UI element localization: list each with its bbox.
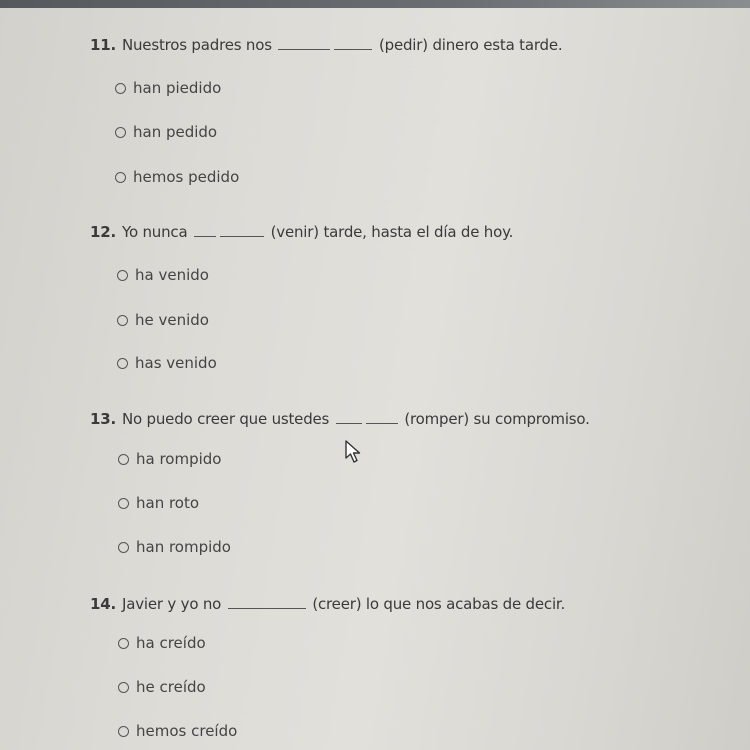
question-13-prompt bbox=[90, 410, 590, 428]
question-12-prompt bbox=[90, 223, 513, 241]
question-12-blank-2 bbox=[220, 224, 264, 237]
question-13-text-after: (romper) su compromiso. bbox=[404, 410, 590, 428]
radio-button-icon[interactable] bbox=[115, 127, 126, 138]
question-14-blank bbox=[228, 596, 306, 609]
question-12-blank-1 bbox=[194, 224, 216, 237]
radio-button-icon[interactable] bbox=[115, 83, 126, 94]
question-14-prompt bbox=[90, 595, 565, 613]
question-12-number: 12. bbox=[90, 223, 116, 241]
mouse-pointer-icon bbox=[345, 440, 363, 468]
radio-button-icon[interactable] bbox=[118, 726, 129, 737]
option-label: han roto bbox=[136, 494, 200, 512]
question-11-prompt bbox=[90, 36, 562, 54]
question-12-option-3[interactable] bbox=[117, 354, 217, 372]
question-11-option-3[interactable] bbox=[115, 168, 239, 186]
question-11-blank-2 bbox=[334, 37, 372, 50]
option-label: hemos pedido bbox=[133, 168, 240, 186]
option-label: han piedido bbox=[133, 79, 222, 97]
question-13-blank-2 bbox=[366, 411, 398, 424]
question-13-blank-1 bbox=[336, 411, 362, 424]
question-12-text-after: (venir) tarde, hasta el día de hoy. bbox=[270, 223, 514, 241]
question-11-option-1[interactable] bbox=[115, 79, 221, 97]
radio-button-icon[interactable] bbox=[117, 270, 128, 281]
option-label: han rompido bbox=[136, 538, 231, 556]
question-11-text-after: (pedir) dinero esta tarde. bbox=[378, 36, 563, 54]
question-14-text-before: Javier y yo no bbox=[121, 595, 222, 613]
question-13-text-before: No puedo creer que ustedes bbox=[121, 410, 330, 428]
question-14-option-1[interactable] bbox=[118, 634, 206, 652]
question-12-option-1[interactable] bbox=[117, 266, 209, 284]
option-label: he creído bbox=[136, 678, 206, 696]
question-11-text-before: Nuestros padres nos bbox=[121, 36, 272, 54]
radio-button-icon[interactable] bbox=[118, 682, 129, 693]
question-14-option-3[interactable] bbox=[118, 722, 237, 740]
radio-button-icon[interactable] bbox=[117, 315, 128, 326]
question-14 bbox=[90, 595, 565, 613]
radio-button-icon[interactable] bbox=[118, 638, 129, 649]
question-11-number: 11. bbox=[90, 36, 116, 54]
option-label: han pedido bbox=[133, 123, 218, 141]
question-12-text-before: Yo nunca bbox=[121, 223, 188, 241]
question-14-number: 14. bbox=[90, 595, 116, 613]
radio-button-icon[interactable] bbox=[115, 172, 126, 183]
question-13-option-1[interactable] bbox=[118, 450, 221, 468]
question-13-option-2[interactable] bbox=[118, 494, 199, 512]
top-toolbar-strip bbox=[0, 0, 750, 8]
question-13-option-3[interactable] bbox=[118, 538, 231, 556]
question-13 bbox=[90, 410, 590, 428]
question-14-text-after: (creer) lo que nos acabas de decir. bbox=[312, 595, 566, 613]
option-label: has venido bbox=[135, 354, 217, 372]
question-11 bbox=[90, 36, 562, 54]
radio-button-icon[interactable] bbox=[118, 454, 129, 465]
question-14-option-2[interactable] bbox=[118, 678, 206, 696]
question-12-option-2[interactable] bbox=[117, 311, 209, 329]
radio-button-icon[interactable] bbox=[118, 542, 129, 553]
option-label: hemos creído bbox=[136, 722, 238, 740]
option-label: ha rompido bbox=[136, 450, 222, 468]
option-label: he venido bbox=[135, 311, 209, 329]
question-11-blank-1 bbox=[278, 37, 330, 50]
radio-button-icon[interactable] bbox=[117, 358, 128, 369]
question-12 bbox=[90, 223, 513, 241]
question-11-option-2[interactable] bbox=[115, 123, 217, 141]
radio-button-icon[interactable] bbox=[118, 498, 129, 509]
question-13-number: 13. bbox=[90, 410, 116, 428]
option-label: ha venido bbox=[135, 266, 209, 284]
option-label: ha creído bbox=[136, 634, 206, 652]
